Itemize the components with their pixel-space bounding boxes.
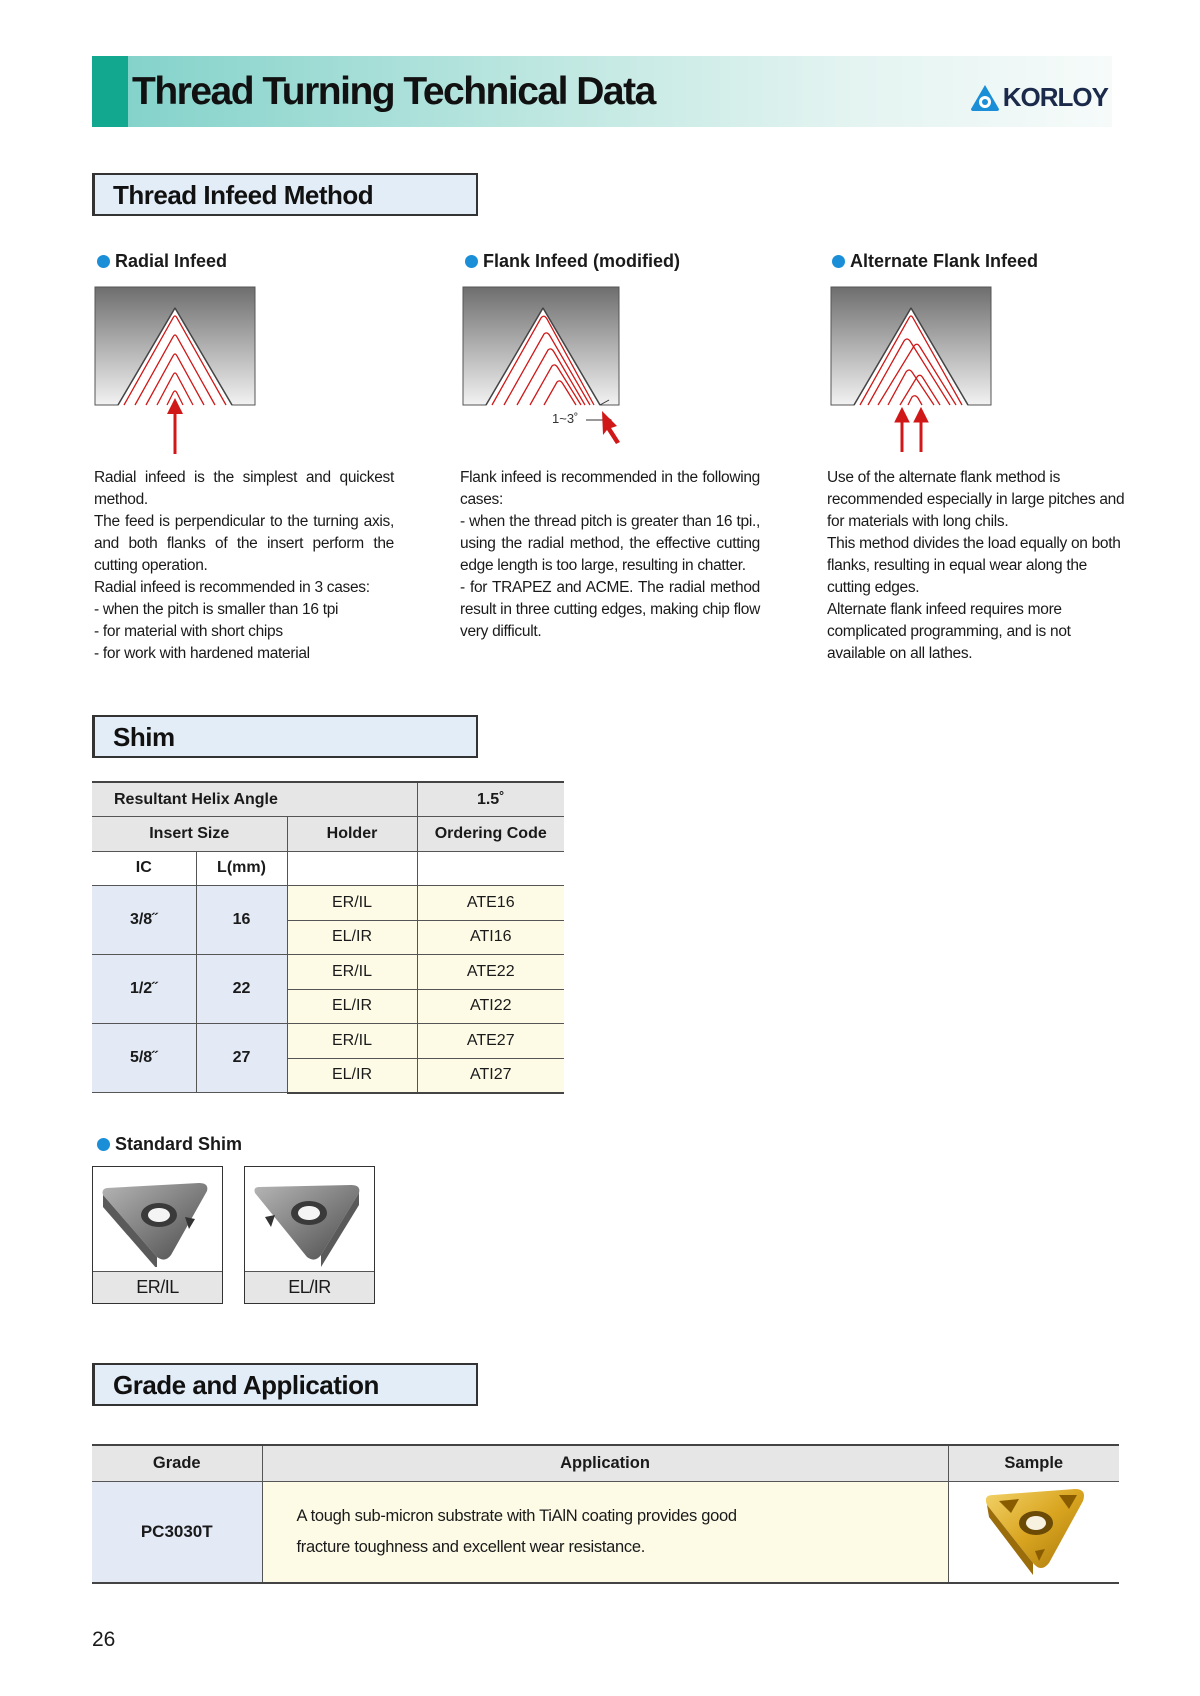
table-row: EL/IR ATI27 [92, 1058, 564, 1093]
page-title: Thread Turning Technical Data [132, 70, 655, 113]
section-header-infeed [92, 173, 478, 216]
insert-sample-image [979, 1483, 1089, 1575]
shim-card-er-il [92, 1166, 223, 1304]
angle-label: 1~3˚ [552, 411, 579, 426]
insert-size-header: Insert Size [92, 817, 287, 852]
korloy-logo-icon [970, 84, 1000, 112]
standard-shim-title: Standard Shim [97, 1134, 242, 1155]
bullet-icon [465, 255, 478, 268]
table-row: EL/IR ATI16 [92, 920, 564, 955]
flank-infeed-text: Flank infeed is recommended in the following cases: - when the thread pitch is greater than 16 tpi., using the radial method, the effective cutting edge length is too large, resulting in chatter. - for TRAPEZ and ACME. The radial method result in three cutting edges, making chip flow very difficult. [460, 469, 760, 640]
page-number: 26 [92, 1628, 116, 1651]
radial-infeed-text: Radial infeed is the simplest and quickest method. The feed is perpendicular to the turning axis, and both flanks of the insert perform the cutting operation. Radial infeed is recommended in 3 cases: - when the pitch is smaller than 16 tpi - for material with short chips - for work with hardened material [94, 469, 394, 662]
alternate-arrows-icon [895, 408, 928, 452]
shim-er-il-image [99, 1177, 217, 1267]
section-title: Grade and Application [113, 1370, 379, 1400]
banner-accent-tab [92, 56, 128, 127]
shim-label: ER/IL [93, 1271, 222, 1303]
alternate-flank-infeed-text: Use of the alternate flank method is recommended especially in large pitches and for materials with long chils. This method divides the load equally on both flanks, resulting in equal wear along the cutting edges. Alternate flank infeed requires more complicated programming, and is not available on all lathes. [827, 469, 1125, 662]
application-header: Application [262, 1445, 948, 1481]
table-row: 1/2˝ 22 ER/IL ATE22 [92, 955, 564, 990]
grade-value: PC3030T [92, 1481, 262, 1583]
ordering-code-header: Ordering Code [417, 817, 564, 852]
alternate-flank-infeed-diagram [830, 286, 994, 456]
holder-header: Holder [287, 817, 417, 852]
grade-header: Grade [92, 1445, 262, 1481]
radial-infeed-diagram [94, 286, 258, 456]
bullet-icon [832, 255, 845, 268]
shim-el-ir-image [251, 1177, 369, 1267]
bullet-icon [97, 255, 110, 268]
l-header: L(mm) [196, 851, 287, 886]
section-header-shim [92, 715, 478, 758]
brand-logo [970, 82, 1108, 113]
table-row: EL/IR ATI22 [92, 989, 564, 1024]
flank-infeed-title: Flank Infeed (modified) [465, 251, 680, 272]
section-title: Thread Infeed Method [113, 180, 374, 210]
section-title: Shim [113, 722, 175, 752]
sample-cell [948, 1481, 1119, 1583]
brand-name: KORLOY [1002, 82, 1108, 112]
table-row [92, 1481, 1119, 1583]
radial-infeed-title: Radial Infeed [97, 251, 227, 272]
alternate-flank-infeed-title: Alternate Flank Infeed [832, 251, 1038, 272]
helix-angle-label: Resultant Helix Angle [92, 782, 417, 817]
helix-angle-value: 1.5˚ [417, 782, 564, 817]
grade-table [92, 1444, 1119, 1584]
bullet-icon [97, 1138, 110, 1151]
section-header-grade [92, 1363, 478, 1406]
shim-table [92, 781, 564, 1094]
shim-card-el-ir [244, 1166, 375, 1304]
flank-infeed-arrow-icon [602, 411, 620, 444]
sample-header: Sample [948, 1445, 1119, 1481]
application-text: A tough sub-micron substrate with TiAlN coating provides good fracture toughness and excellent wear resistance. [262, 1481, 948, 1583]
table-row: 5/8˝ 27 ER/IL ATE27 [92, 1024, 564, 1059]
table-row: 3/8˝ 16 ER/IL ATE16 [92, 886, 564, 921]
shim-label: EL/IR [245, 1271, 374, 1303]
ic-header: IC [92, 851, 196, 886]
header-banner [92, 56, 1112, 127]
infeed-arrow-icon [167, 398, 183, 454]
flank-infeed-diagram [462, 286, 626, 456]
